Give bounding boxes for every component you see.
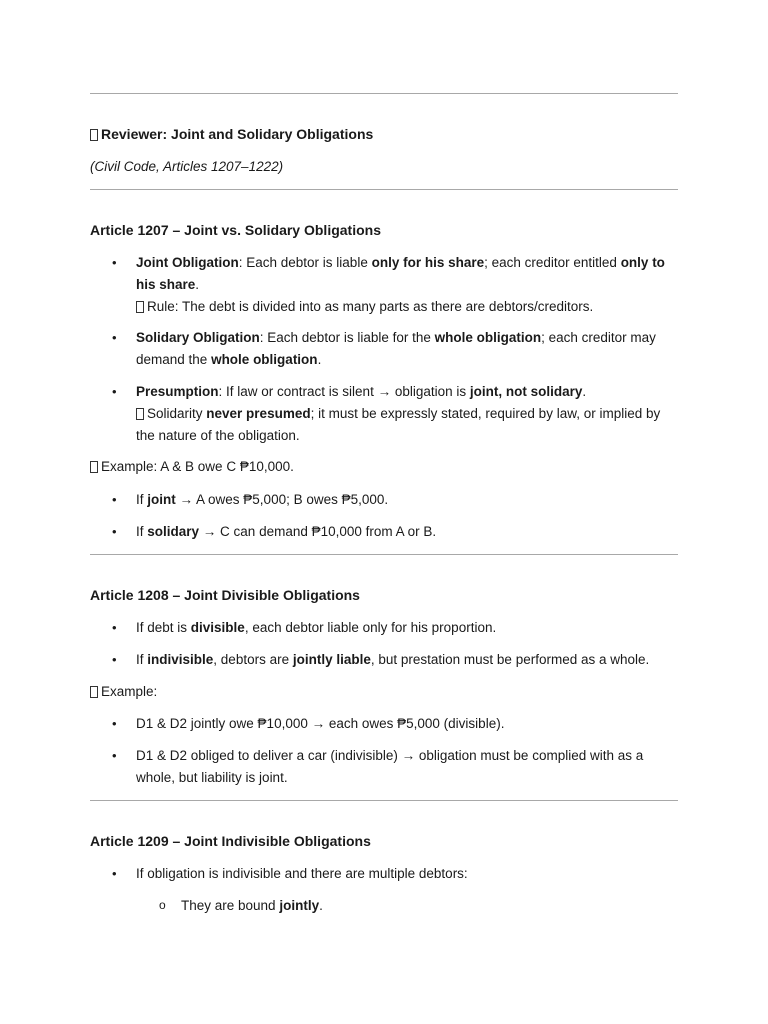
article-1207-list bbox=[90, 381, 678, 447]
document-title: Reviewer: Joint and Solidary Obligations bbox=[90, 123, 678, 146]
example-list bbox=[90, 745, 678, 789]
divider bbox=[90, 554, 678, 555]
article-1207-list bbox=[90, 327, 678, 371]
article-1208-list bbox=[90, 617, 678, 639]
divider bbox=[90, 93, 678, 94]
example-list bbox=[90, 521, 678, 543]
example-list bbox=[90, 489, 678, 511]
list-item-presumption: • Presumption: If law or contract is silent → obligation is joint, not solidary. Solidarity never presumed; it must be expressly stated, required by law, or implied by the nature of the obligation. bbox=[90, 381, 678, 447]
list-item-multiple-debtors: • If obligation is indivisible and there are multiple debtors: bbox=[90, 863, 678, 885]
missing-glyph-icon bbox=[90, 686, 98, 698]
article-1207-list bbox=[90, 252, 678, 318]
list-item-example-solidary: • If solidary → C can demand ₱10,000 from A or B. bbox=[90, 521, 678, 543]
article-1209-list bbox=[90, 863, 678, 885]
document-subtitle: (Civil Code, Articles 1207–1222) bbox=[90, 159, 284, 174]
list-item-divisible: • If debt is divisible, each debtor liable only for his proportion. bbox=[90, 617, 678, 639]
section-heading-article-1208: Article 1208 – Joint Divisible Obligations bbox=[90, 587, 360, 603]
section-heading-article-1207: Article 1207 – Joint vs. Solidary Obligations bbox=[90, 222, 381, 238]
article-1208-list bbox=[90, 649, 678, 671]
list-item-example-divisible: • D1 & D2 jointly owe ₱10,000 → each owes ₱5,000 (divisible). bbox=[90, 713, 678, 735]
list-item-example-joint: • If joint → A owes ₱5,000; B owes ₱5,000. bbox=[90, 489, 678, 511]
example-label: Example: A & B owe C ₱10,000. bbox=[90, 456, 678, 478]
example-list bbox=[90, 713, 678, 735]
missing-glyph-icon bbox=[90, 129, 98, 141]
list-item-example-indivisible: • D1 & D2 obliged to deliver a car (indivisible) → obligation must be complied with as a whole, but liability is joint. bbox=[90, 745, 678, 789]
section-heading-article-1209: Article 1209 – Joint Indivisible Obligations bbox=[90, 833, 371, 849]
missing-glyph-icon bbox=[90, 461, 98, 473]
missing-glyph-icon bbox=[136, 301, 144, 313]
missing-glyph-icon bbox=[136, 408, 144, 420]
divider bbox=[90, 189, 678, 190]
list-item-indivisible: • If indivisible, debtors are jointly liable, but prestation must be performed as a whole. bbox=[90, 649, 678, 671]
divider bbox=[90, 800, 678, 801]
article-1209-sublist bbox=[90, 895, 678, 917]
example-label: Example: bbox=[90, 681, 678, 703]
list-item-joint-obligation: • Joint Obligation: Each debtor is liable only for his share; each creditor entitled only to his share. Rule: The debt is divided into as many parts as there are debtors/creditors. bbox=[90, 252, 678, 318]
list-item-solidary-obligation: • Solidary Obligation: Each debtor is liable for the whole obligation; each creditor may demand the whole obligation. bbox=[90, 327, 678, 371]
sub-list-item-bound-jointly: o They are bound jointly. bbox=[90, 895, 678, 917]
